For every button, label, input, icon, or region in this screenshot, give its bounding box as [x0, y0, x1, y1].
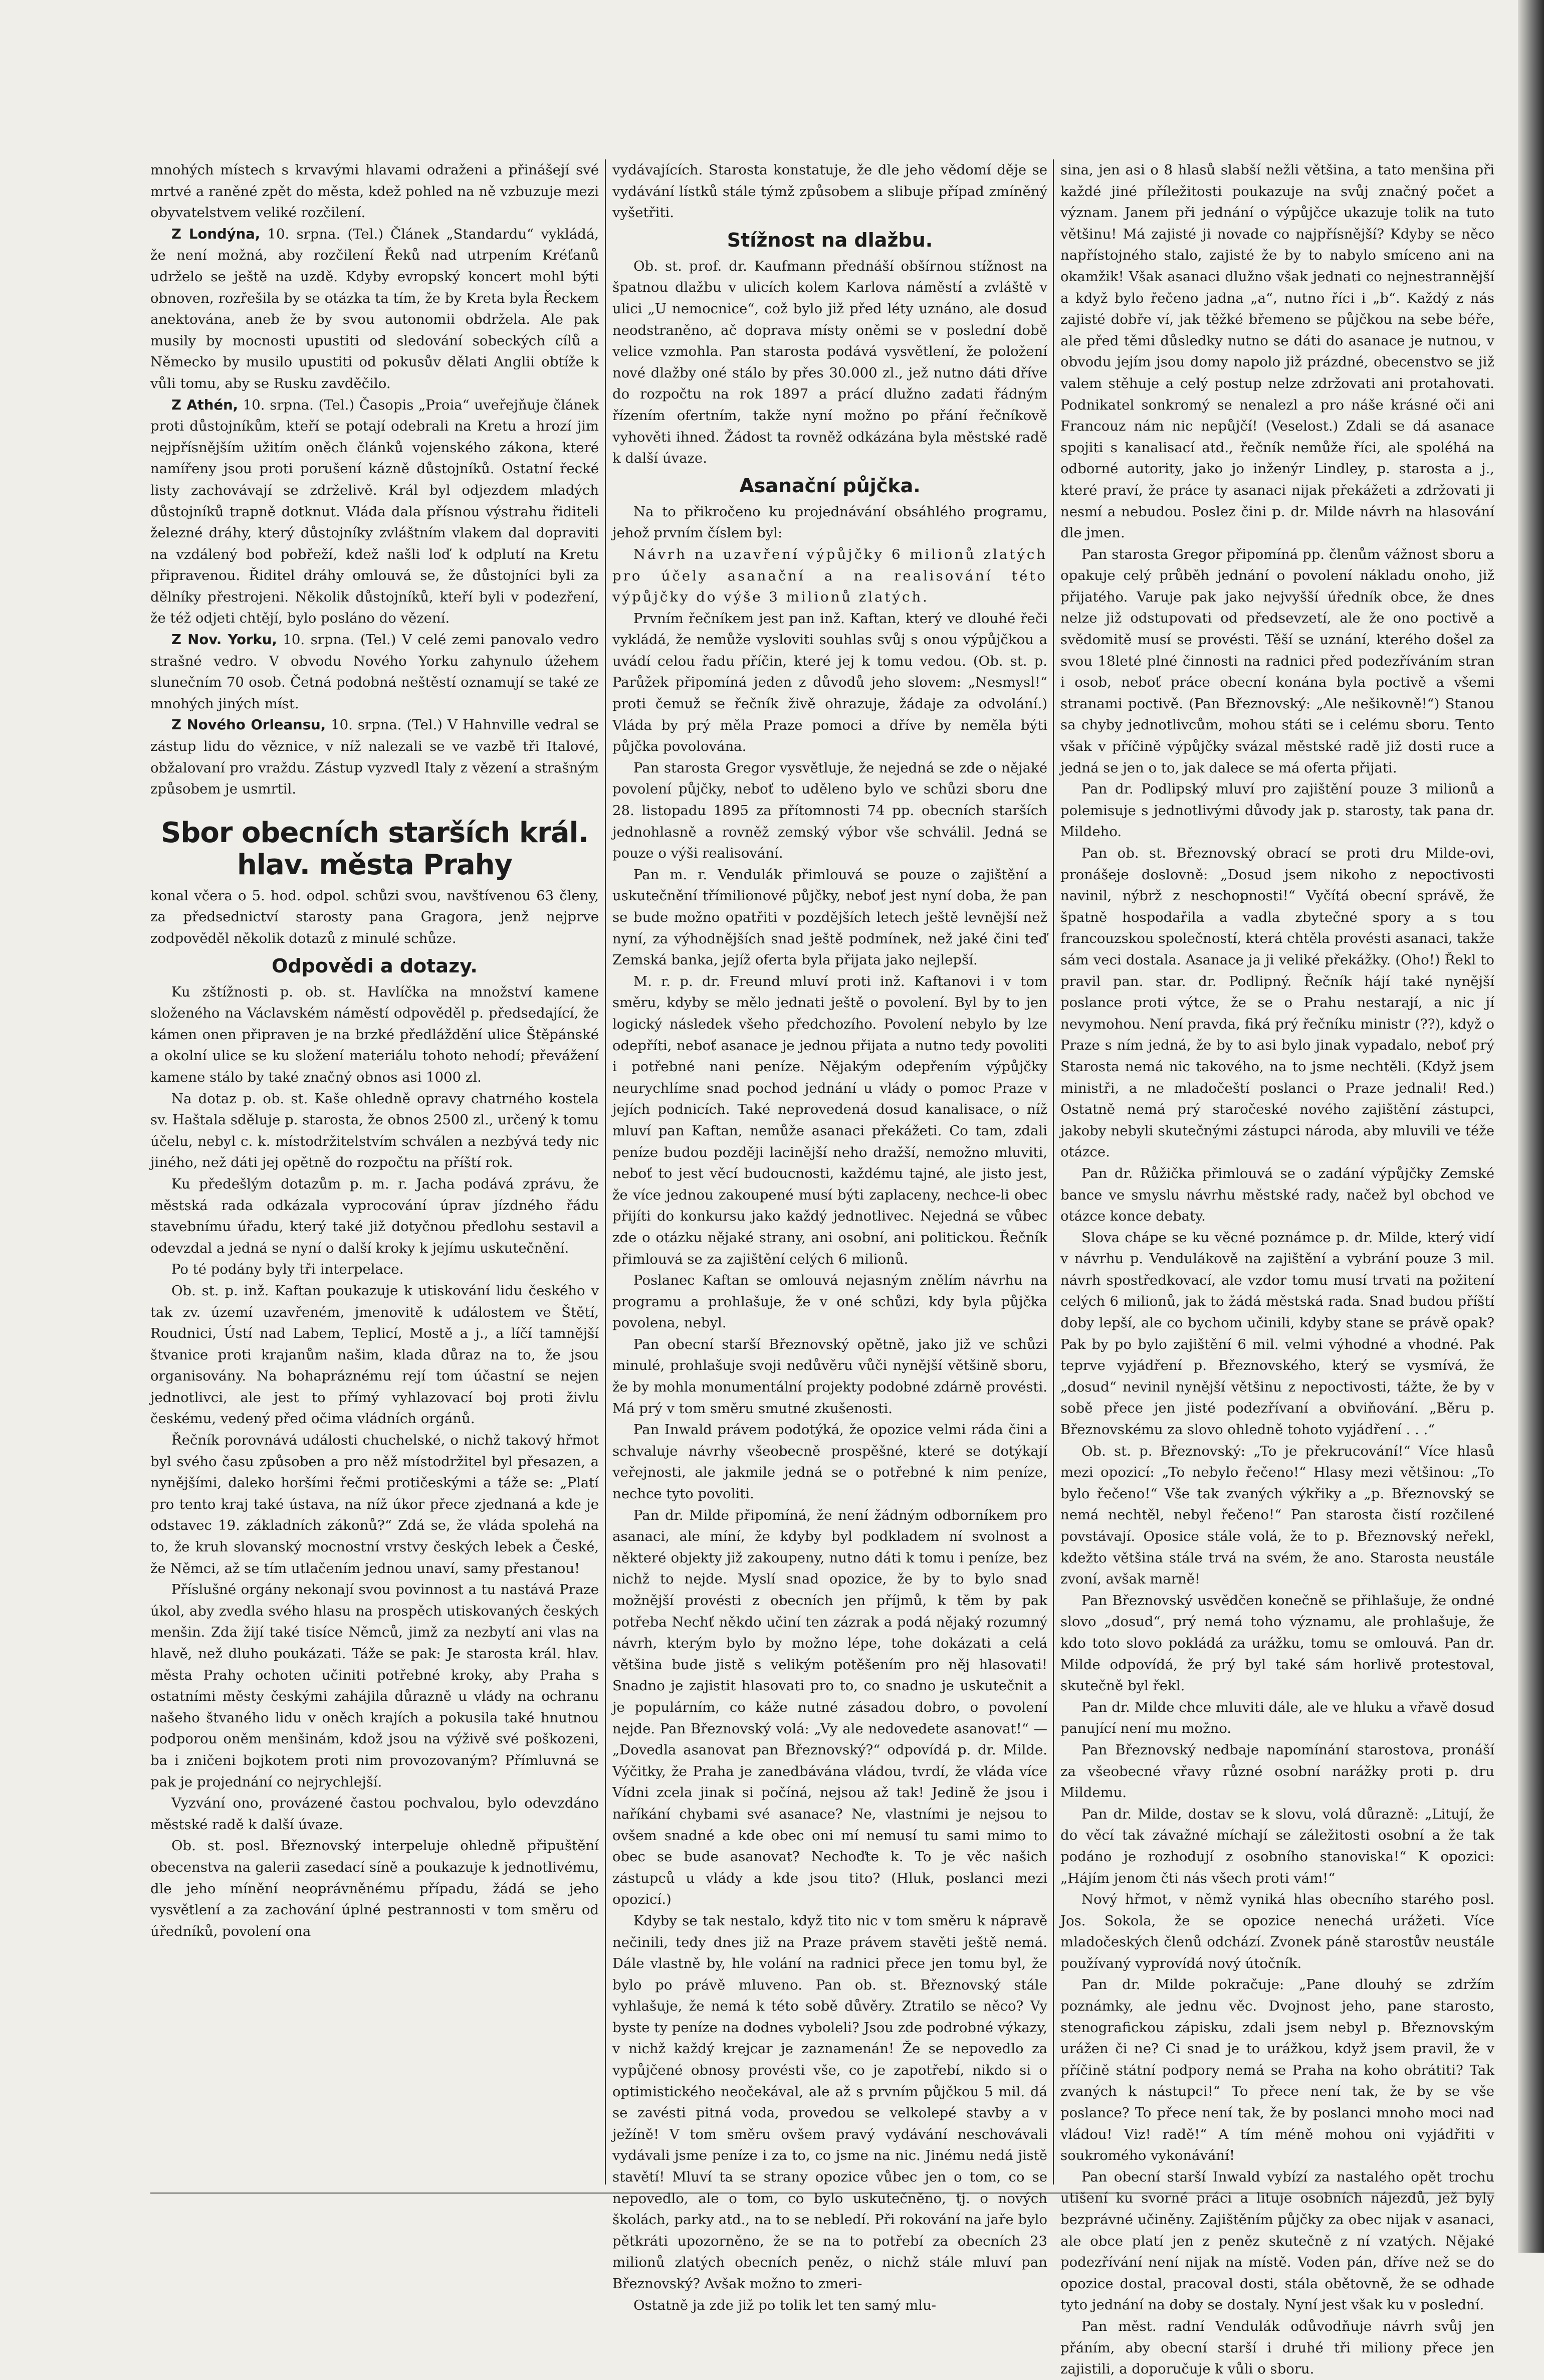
paragraph: Ku předešlým dotazům p. m. r. Jacha podává zprávu, že městská rada odkázala vyprocování úprav jízdného řádu stavebnímu úřadu, který také již dotyčnou předlohu sestavil a odevzdal a jedná se nyní o další kroky k jejímu uskutečnění.: [150, 1175, 599, 1256]
paragraph: Pan obecní starší Inwald vybízí za nastalého opět trochu utišení ku svorné práci a lituje osobních nájezdů, jež byly bezprávné učiněny. Zajištěním půjčky za obec nijak v asanaci, ale obce platí jen z peněz skutečně z ní vzatých. Nějaké podezřívání není nijak na místě. Voden pán, dříve než se do opozice dostal, pracoval dosti, stála obětovně, že se odhade tyto jednání na doby se dostaly. Nyní jest však ku v poslední.: [1060, 2168, 1494, 2313]
paragraph: Pan starosta Gregor vysvětluje, že nejedná se zde o nějaké povolení půjčky, neboť to uděleno bylo ve schůzi sboru dne 28. listopadu 1895 za přítomnosti 74 pp. obecních starších jednohlasně a rovněž zemský výbor vše schválil. Jedná se pouze o výši realisování.: [612, 759, 1047, 862]
paragraph: Pan m. r. Vendulák přimlouvá se pouze o zajištění a uskutečnění třímilionové půjčky, neboť jest nyní doba, že pan se bude možno opatřiti v pozdějších letech ještě levnější než nyní, za výhodnějších snad ještě podmínek, než jaké čini teď Zemská banka, jejíž oferta byla přijata jako nejlepší.: [612, 866, 1047, 968]
column-rule: [605, 159, 606, 2185]
paragraph: Řečník porovnává události chuchelské, o nichž takový hřmot byl svého času způsoben a pro něž místodržitel byl přesazen, a nynějšími, daleko horšími řečmi protičeskými a táže se: „Platí pro tento kraj také ústava, na níž úkor přece zjednaná a kde je odstavec 19. základních zákonů?“ Zdá se, že vláda spolehá na to, že kruh slovanský mocnostní vrstvy českých lebek a České, že Němci, až se tím utlačením jednou unaví, samy přestanou!: [150, 1432, 599, 1576]
column-2: [612, 159, 1047, 2313]
paragraph: Pan dr. Růžička přimlouvá se o zadání výpůjčky Zemské bance ve smyslu návrhu městské rady, načež byl obchod ve otázce konce debaty.: [1060, 1165, 1494, 1225]
column-1: [150, 159, 599, 2190]
paragraph: Ob. st. prof. dr. Kaufmann přednáší obšírnou stížnost na špatnou dlažbu v ulicích kolem Karlova náměstí a zvláště v ulici „U nemocnice“, což bylo již před léty uznáno, ale dosud neodstraněno, ač doprava místy oněmi se v poslední době velice vzmohla. Pan starosta podává vysvětlení, že položení nové dlažby oné stálo by přes 30.000 zl., jež nutno dáti dříve do rozpočtu na rok 1897 a prácí dlužno zadati řádným řízením ofertním, takže nyní možno po přání řečníkově vyhověti ihned. Žádost ta rovněž odkázána byla městské radě k další úvaze.: [612, 258, 1047, 467]
paragraph: Pan dr. Podlipský mluví pro zajištění pouze 3 milionů a polemisuje s jednotlivými důvody jak p. starosty, tak pana dr. Mildeho.: [1060, 781, 1494, 840]
paragraph: Nový hřmot, v němž vyniká hlas obecního starého posl. Jos. Sokola, že se opozice nenechá urážeti. Více mladočeských členů odchází. Zvonek páně starostův neustále používaný vyprovídá nový útočník.: [1060, 1891, 1494, 1971]
paragraph: Na dotaz p. ob. st. Kaše ohledně opravy chatrného kostela sv. Haštala sděluje p. starosta, že obnos 2500 zl., určený k tomu účelu, nebyl c. k. místodržitelstvím schválen a nezbývá tedy nic jiného, než dáti jej opětně do rozpočtu na příští rok.: [150, 1090, 599, 1171]
column-rule: [1053, 159, 1054, 2185]
section-heading: Stížnost na dlažbu.: [727, 229, 933, 251]
paragraph: Pan starosta Gregor připomíná pp. členům vážnost sboru a opakuje celý průběh jednání o povolení nákladu onoho, již přijatého. Varuje pak jako nejvyšší úředník obce, že dnes nelze již odstupovati od předsevzetí, ale že ono poctivě a svědomitě musí se provésti. Těší se uznání, kterého došel za svou 18leté plné činnosti na radnici před podezříváním stran i osob, neboť práce obecní konána byla poctivě a všemi stranami poctivě. (Pan Březnovský: „Ale nešikovně!“) Stanou sa chyby jednotlivcům, mohou státi se i celému sboru. Tento však v příčině výpůjčky svázal městské radě již dosti ruce a jedná se jen o to, jak dalece se má oferta přijati.: [1060, 546, 1494, 776]
paragraph: Ostatně ja zde již po tolik let ten samý mlu-: [633, 2297, 937, 2313]
dateline: Z Nového Orleansu,: [171, 717, 326, 733]
news-text: 10. srpna. (Tel.) V celé zemi panovalo vedro strašné vedro. V obvodu Nového Yorku zahynulo úžehem slunečním 70 osob. Četná podobná neštěstí oznamují se také ze mnohých jiných míst.: [150, 632, 599, 712]
paragraph: Pan obecní starší Březnovský opětně, jako již ve schůzi minulé, prohlašuje svoji nedůvěru vůči nynější většině sboru, že by mohla monumentální projekty podobné zdárně provésti. Má prý v tom směru smutné zkušenosti.: [612, 1336, 1047, 1417]
paragraph: Ku zštížnosti p. ob. st. Havlíčka na množství kamene složeného na Václavském náměstí odpověděl p. předsedající, že kámen onen připraven je na brzké předláždění ulice Štěpánské a okolní ulice se ku složení materiálu tohoto nehodí; převážení kamene stálo by také značný obnos asi 1000 zl.: [150, 983, 599, 1085]
paragraph: Pan dr. Milde pokračuje: „Pane dlouhý se zdržím poznámky, ale jednu věc. Dvojnost jeho, pane starosto, stenografickou zápisku, zdali jsem nebyl p. Březnovským urážen či ne? Ci snad je to urážkou, když jsem pravil, že v příčině státní podpory nemá se Praha na koho obrátiti? Tak zvaných k nástupci!“ To přece není tak, že by se vše poslance? To přece není tak, že by poslanci mnoho moci nad vládou! Viz! radě!“ A tím méně mohou oni vyjádřiti v soukromého vykonávání!: [1060, 1976, 1494, 2164]
paragraph: Pan Inwald právem podotýká, že opozice velmi ráda čini a schvaluje návrhy všeobecně prospěšné, které se dotýkají veřejnosti, ale jakmile jedná se o potřebné k nim peníze, nechce tyto povoliti.: [612, 1422, 1047, 1502]
paragraph: Na to přikročeno ku projednávání obsáhlého programu, jehož prvním číslem byl:: [612, 503, 1047, 541]
paragraph: Pan Březnovský nedbaje napomínání starostova, pronáší za všeobecné vřavy různé osobní narážky proti p. dru Mildemu.: [1060, 1741, 1494, 1801]
paragraph: vydávajících. Starosta konstatuje, že dle jeho vědomí děje se vydávání lístků stále týmž způsobem a slibuje případ zmíněný vyšetřiti.: [612, 162, 1047, 221]
paragraph: Příslušné orgány nekonají svou povinnost a tu nastává Praze úkol, aby zvedla svého hlasu na prospěch utiskovaných českých menšin. Zda žijí také tisíce Němců, jimž za nezbytí ani vlas na hlavě, než dluho poukázati. Táže se pak: Je starosta král. hlav. města Prahy ochoten učiniti potřebné kroky, aby Praha s ostatními městy českými zahájila důrazně u vlády na ochranu našeho štvaného lidu v oněch krajích a pokusila také hnutnou podporou oněm menšinám, kdož jsou na výživě své poškozeni, ba i zničeni bojkotem proti nim provozovaným? Přímluvná se pak je projednání co nejrychlejší.: [150, 1581, 599, 1790]
paragraph: Ob. st. p. Březnovský: „To je překrucování!“ Více hlasů mezi opozicí: „To nebylo řečeno!“ Hlasy mezi většinou: „To bylo řečeno!“ Vše tak zvaných výkřiky a „p. Březnovský se nemá nechtěl, nebyl řečeno!“ Pan starosta čistí rozčilené povstávají. Oposice stále volá, že to p. Březnovský neřekl, kdežto většina stále trvá na svém, že ano. Starosta neustále zvoní, avšak marně!: [1060, 1443, 1494, 1588]
article-headline: Sbor obecních starších král. hlav. města Prahy: [160, 816, 589, 881]
paragraph: Vyzvání ono, provázené častou pochvalou, bylo odevzdáno městské radě k další úvaze.: [150, 1795, 599, 1833]
dateline: Z Nov. Yorku,: [171, 632, 277, 648]
paragraph: M. r. p. dr. Freund mluví proti inž. Kaftanovi i v tom směru, kdyby se mělo jednati ještě o povolení. Byl by to jen logický následek všeho předchozího. Povolení nebylo by lze odepříti, neboť asanace je jednou přijata a nutno tedy povoliti i potřebné nani peníze. Nějakým odepřením výpůjčky neurychlíme snad pochod jednání u vlády o pomoc Praze v jejích podnicích. Také neprovedená dosud kanalisace, o níž mluví pan Kaftan, nemůže asanaci překážeti. Co tam, zdali peníze budou později lacinější neho dražší, nemožno mluviti, neboť to jest věcí budoucnosti, každému tajné, ale jisto jest, že více jednou zakoupené musí býti zaplaceny, nechce-li obec přijíti do konkursu jako každý jednotlivec. Nejedná se vůbec zde o otázku nějaké strany, ani osobní, ani politickou. Řečník přimlouvá se za zajištění celých 6 milionů.: [612, 973, 1047, 1267]
section-heading: Asanační půjčka.: [739, 474, 921, 497]
paragraph: Kdyby se tak nestalo, když tito nic v tom směru k nápravě nečinili, tedy dnes již na Praze právem stavěti ještě nemá. Dále vlastně by, hle volání na radnici přece jen tomu byl, že bylo po právě mluveno. Pan ob. st. Březnovský stále vyhlašuje, že nemá k této sobě důvěry. Ztratilo se něco? Vy byste ty peníze na dodnes vyboleli? Jsou zde podrobné výkazy, v nichž každý krejcar je zaznamenán! Že se nepovedlo za vypůjčené obnosy provésti vše, co je zapotřebí, nikdo si o optimistického neočekával, ale až s prvním půjčkou 5 mil. dá se zavésti pitná voda, provedou se velkolepé stavby a v ježíně! V tom směru ovšem pravý vydávání neschovávali vydávali jsme peníze i za to, co jsme na nic. Jinému nedá jistě stavětí! Mluví ta se strany opozice vůbec jen o tom, co se nepovedlo, ale o tom, co bylo uskutečněno, tj. o nových školách, parky atd., na to se nebledí. Při rokování na jaře bylo pětkráti upozorněno, že se na to potřebí za obecních 23 milionů zlatých obecních peněz, o nichž stále mluví pan Březnovský? Avšak možno to zmeri-: [612, 1912, 1047, 2292]
paragraph: Prvním řečníkem jest pan inž. Kaftan, který ve dlouhé řeči vykládá, že nemůže vysloviti souhlas svůj s onou výpůjčkou a uvádí celou řadu příčin, které jej k tomu vedou. (Ob. st. p. Parůžek připomíná jeden z důvodů jeho slovem: „Nesmysl!“ proti čemuž se řečník živě ohrazuje, žádaje za odvolání.) Vláda by prý měla Praze pomoci a dříve by neměla býti půjčka povolována.: [612, 610, 1047, 755]
news-text: 10. srpna. (Tel.) V Hahnville vedral se zástup lidu do věznice, v níž nalezali se ve vazbě tři Italové, obžalovaní pro vraždu. Zástup vyzvedl Italy z vězení a strašným způsobem je usmrtil.: [150, 717, 599, 798]
paragraph: Pan dr. Milde připomíná, že není žádným odborníkem pro asanaci, ale míní, že kdyby byl podkladem ní svolnost a některé objekty již zakoupeny, nutno dáti k tomu i peníze, bez nichž to nejde. Myslí snad opozice, že by to bylo snad možnější provésti z obecních jen příjmů, k těm by pak potřeba Nechť někdo učiní ten zázrak a podá nějaký rozumný návrh, kterým bylo by možno lépe, tohe dokázati a celá většina bude jistě s velikým potěšením pro něj hlasovati! Snadno je zajistit hlasovati pro to, co snadno je uskutečnit a je populárním, co káže nutné zásadou dobro, o povolení nejde. Pan Březnovský volá: „Vy ale nedovedete asanovat!“ — „Dovedla asanovat pan Březnovský?“ odpovídá p. dr. Milde. Výčitky, že Praha je zanedbávána vládou, tvrdí, že vláda více Vídni zcela jinak si počíná, nejsou až tak! Jedině že jsou i naříkání chybami své asanace? Ne, vlastními je nejsou to ovšem snadné a kde obec oni mí nemusí tu sami mimo to obec se bude asanovat? Nechoďte k. To je věc našich zástupců u vlády a kde jsou tito? (Hluk, poslanci mezi opozicí.): [612, 1507, 1047, 1908]
paragraph: Pan dr. Milde, dostav se k slovu, volá důrazně: „Litují, že do věcí tak závažné míchají se záležitosti osobní a že tak podáno je rozhodují z osobního stanoviska!“ K opozici: „Hájím jenom čti nás všech proti vám!“: [1060, 1806, 1494, 1886]
paragraph: Ob. st. posl. Březnovský interpeluje ohledně připuštění obecenstva na galerii zasedací síně a poukazuje k jednotlivému, dle jeho mínění neoprávněnému případu, žádá se jeho vysvětlení a za zachování úplné pestrannosti v tom směru od úředníků, povolení ona: [150, 1838, 599, 1939]
paragraph: Návrh na uzavření výpůjčky 6 milionů zlatých pro účely asanační a na realisování této výpůjčky do výše 3 milionů zlatých.: [612, 546, 1047, 606]
news-item-london: [150, 224, 599, 394]
column-3: [1060, 159, 1494, 2377]
news-item-new-york: [150, 629, 599, 714]
dateline: Z Londýna,: [171, 226, 261, 242]
paragraph: Slova chápe se ku věcné poznámce p. dr. Milde, který vidí v návrhu p. Vendulákově na zajištění a vybrání pouze 3 mil. návrh spostředkovací, ale vzdor tomu musí trvati na požitení celých 6 milionů, jak to žádá městská rada. Snad budou příští doby lepší, ale co bychom učinili, kdyby stane se právě opak? Pak by po bylo zajištění 6 mil. velmi výhodné a vhodné. Pak teprve vyjádření p. Březnovského, který se vysmívá, že „dosud“ nevinil nynější většinu z nepoctivosti, tážte, že by v sobě přece jen jisté podezřívaní a obviňování. „Běru p. Březnovskému za slovo ohledně tohoto vyjádření . . .“: [1060, 1229, 1494, 1438]
paragraph: mnohých místech s krvavými hlavami odraženi a přinášejí své mrtvé a raněné zpět do města, kdež pohled na ně vzbuzuje mezi obyvatelstvem veliké rozčilení.: [150, 162, 599, 221]
news-item-new-orleans: [150, 714, 599, 800]
dateline: Z Athén,: [171, 396, 239, 413]
paragraph: Pan měst. radní Vendulák odůvodňuje návrh svůj jen přáním, aby obecní starší i druhé tři miliony přece jen zajistili, a doporučuje k vůli o sboru.: [1060, 2318, 1494, 2377]
paragraph: Poslanec Kaftan se omlouvá nejasným znělím návrhu na programu a prohlašuje, že v oné schůzi, kdy byla půjčka povolena, nebyl.: [612, 1272, 1047, 1331]
paragraph: Pan Březnovský usvědčen konečně se přihlašuje, že ondné slovo „dosud“, prý nemá toho významu, ale prohlašuje, že kdo toto slovo pokládá za urážku, tomu se omlouvá. Pan dr. Milde odpovídá, že prý byl také sám horlivě protestoval, skutečně byl řekl.: [1060, 1592, 1494, 1694]
news-text: 10. srpna. (Tel.) Časopis „Proia“ uveřejňuje článek proti důstojníkům, kteří se potají odebrali na Kretu a hrozí jim nejpřísnějším užitím oněch článků vojenského zákona, které namířeny jsou proti porušení kázně důstojníků. Ostatní řecké listy zachovávají se zdrželivě. Král byl odjezdem mladých důstojníků trapně dotknut. Vláda dala přísnou výstrahu řiditeli železné dráhy, který důstojníky zvláštním vlakem dal dopraviti na vzdálený bod pobřeží, kdež našli loď k odplutí na Kretu připravenou. Řiditel dráhy omlouvá se, že důstojníci byli za dělníky přestrojeni. Několik důstojníků, kteří byli v podezření, že též odjeti chtějí, bylo posláno do vězení.: [150, 396, 599, 627]
paragraph: Po té podány byly tři interpelace.: [171, 1261, 404, 1278]
paragraph: Pan dr. Milde chce mluviti dále, ale ve hluku a vřavě dosud panující není mu možno.: [1060, 1699, 1494, 1737]
section-heading: Odpovědi a dotazy.: [272, 954, 478, 977]
scan-edge: [1518, 0, 1544, 2253]
news-item-athens: [150, 394, 599, 630]
paragraph: Ob. st. p. inž. Kaftan poukazuje k utiskování lidu českého v tak zv. území uzavřeném, jmenovitě k událostem ve Štětí, Roudnici, Ústí nad Labem, Teplicí, Mostě a j., a líčí tamnější štvanice proti krajanům našim, klada důraz na to, že jsou organisovány. Na bohapráznému rejí tom účastní se nejen jednotlivci, ale jest to přímý vyhlazovací boj proti živlu českému, vedený před očima vládních orgánů.: [150, 1282, 599, 1427]
paragraph: sina, jen asi o 8 hlasů slabší nežli většina, a tato menšina při každé jiné příležitosti poukazuje na svůj značný počet a význam. Janem při jednání o výpůjčce ukazuje tolik na tuto většinu! Má zajisté ji novade co najpřísnější? Kdyby se něco napřístojného stalo, zajisté že by to nabylo smíceno ani na okamžik! Však asanaci dlužno však jednati co nejnestrannější a když bylo řečeno jadna „a“, nutno říci i „b“. Každý z nás zajisté dobře ví, jak těžké břemeno se půjčkou na sebe béře, ale před těmi důsledky nutno se dáti do asanace je nutnou, v obvodu jejím jsou domy napolo již prázdné, obecenstvo se již valem stěhuje a celý postup nelze zdržovati ani protahovati. Podnikatel sonkromý se nenalezl a pro náše krásné oči ani Francouz nám nic nepůjčí! (Veselost.) Zdali se dá asanace spojiti s kanalisací atd., řečník nemůže říci, ale spoléhá na odborné autority, jako jo inženýr Lindley, p. starosta a j., které praví, že práce ty asanaci nijak překážeti a zdržovati ji nesmí a nebudou. Poslez čini p. dr. Milde návrh na hlasování dle jmen.: [1060, 162, 1494, 541]
news-text: 10. srpna. (Tel.) Článek „Standardu“ vykládá, že není možná, aby rozčilení Řeků nad utrpením Kréťanů udrželo se ještě na uzdě. Kdyby evropský koncert mohl býti obnoven, rozřešila by se otázka ta tím, že by Kreta byla Řeckem anektována, aneb že by svou autonomii obdržela. Ale pak musily by mocnosti upustiti od sledování sobeckých cílů a Německo by musilo upustiti od pokusův dělati Anglii obtíže k vůli tomu, aby se Rusku zavděčilo.: [150, 226, 599, 391]
paragraph: Pan ob. st. Březnovský obrací se proti dru Milde-ovi, pronášeje doslovně: „Dosud jsem nikoho z nepoctivosti navinil, nýbrž z neschopnosti!“ Vyčítá obecní správě, že špatně hospodařila a vadla zbytečné spory a s tou francouzskou společností, která chtěla provésti asanaci, takže sám veci dostala. Asanace ja ji veliké překážky. (Oho!) Řekl to pravil pan. star. dr. Podlipný. Řečník hájí také nynější poslance proti výtce, že se o Prahu nestarají, a nic jí nevymohou. Není pravda, fiká prý řečníku ministr (??), když o Praze s ním jedná, že by to asi bylo jinak vypadalo, neboť prý Starosta nemá nic takového, na to jsme nechtěli. (Když jsem ministři, a ne mladočeští poslanci o Praze jednali! Red.) Ostatně nemá prý staročeské nového zajištění zástupci, jakoby nebyli skutečnými zástupci národa, aby mluvili ve téže otázce.: [1060, 845, 1494, 1160]
paragraph: konal včera o 5. hod. odpol. schůzi svou, navštívenou 63 členy, za předsednictví starosty pana Gragora, jenž nejprve zodpověděl několik dotazů z minulé schůze.: [150, 887, 599, 946]
